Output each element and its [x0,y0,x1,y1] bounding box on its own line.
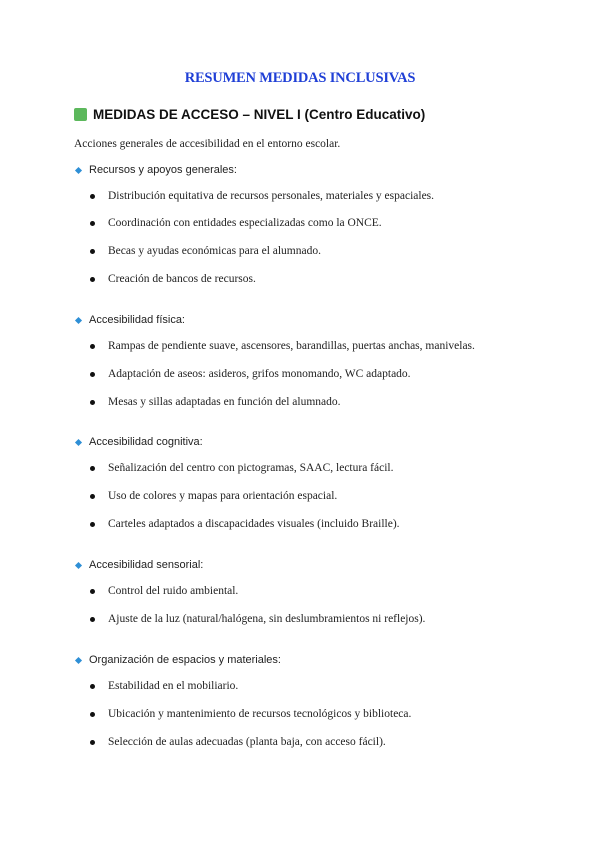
bullet-dot-icon [90,617,95,622]
bullet-dot-icon [90,194,95,199]
bullet-dot-icon [90,344,95,349]
bullet-dot-icon [90,372,95,377]
list-item [90,396,341,408]
list-item-text: Ubicación y mantenimiento de recursos tecnológicos y biblioteca. [108,708,412,720]
bullet-dot-icon [90,740,95,745]
group-title-text: Organización de espacios y materiales: [89,654,281,666]
section-heading-text: MEDIDAS DE ACCESO – NIVEL I (Centro Educativo) [93,107,426,122]
diamond-bullet-icon [75,316,82,323]
bullet-dot-icon [90,712,95,717]
section-intro: Acciones generales de accesibilidad en el entorno escolar. [74,138,341,150]
list-item-text: Estabilidad en el mobiliario. [108,680,239,692]
diamond-bullet-icon [75,656,82,663]
list-item [90,273,256,285]
group-title [76,654,281,666]
diamond-bullet-icon [75,438,82,445]
list-item [90,462,393,474]
bullet-dot-icon [90,400,95,405]
group-title [76,164,237,176]
list-item-text: Selección de aulas adecuadas (planta baja, con acceso fácil). [108,736,386,748]
diamond-bullet-icon [75,561,82,568]
bullet-dot-icon [90,277,95,282]
group-title [76,436,203,448]
list-item-text: Rampas de pendiente suave, ascensores, barandillas, puertas anchas, manivelas. [108,340,475,352]
group-title-text: Accesibilidad física: [89,314,185,326]
list-item-text: Control del ruido ambiental. [108,585,239,597]
list-item-text: Adaptación de aseos: asideros, grifos monomando, WC adaptado. [108,368,411,380]
list-item-text: Coordinación con entidades especializadas como la ONCE. [108,217,382,229]
list-item [90,708,411,720]
bullet-dot-icon [90,249,95,254]
list-item [90,490,337,502]
list-item [90,340,475,352]
list-item [90,736,386,748]
list-item-text: Becas y ayudas económicas para el alumnado. [108,245,321,257]
list-item-text: Distribución equitativa de recursos personales, materiales y espaciales. [108,190,435,202]
list-item [90,585,238,597]
list-item [90,217,382,229]
bullet-dot-icon [90,494,95,499]
group-title-text: Accesibilidad cognitiva: [89,436,203,448]
list-item-text: Creación de bancos de recursos. [108,273,256,285]
section-heading [74,107,425,122]
list-item [90,368,411,380]
list-item [90,613,425,625]
green-square-icon [74,108,87,121]
list-item-text: Ajuste de la luz (natural/halógena, sin deslumbramientos ni reflejos). [108,613,426,625]
list-item-text: Carteles adaptados a discapacidades visuales (incluido Braille). [108,518,400,530]
diamond-bullet-icon [75,166,82,173]
list-item [90,245,321,257]
bullet-dot-icon [90,522,95,527]
list-item-text: Señalización del centro con pictogramas, SAAC, lectura fácil. [108,462,394,474]
list-item [90,680,238,692]
list-item [90,190,434,202]
bullet-dot-icon [90,221,95,226]
bullet-dot-icon [90,466,95,471]
document-title: RESUMEN MEDIDAS INCLUSIVAS [184,70,416,86]
group-title [76,559,203,571]
list-item [90,518,400,530]
group-title [76,314,185,326]
group-title-text: Accesibilidad sensorial: [89,559,204,571]
list-item-text: Mesas y sillas adaptadas en función del alumnado. [108,396,341,408]
bullet-dot-icon [90,684,95,689]
group-title-text: Recursos y apoyos generales: [89,164,237,176]
bullet-dot-icon [90,589,95,594]
list-item-text: Uso de colores y mapas para orientación espacial. [108,490,338,502]
